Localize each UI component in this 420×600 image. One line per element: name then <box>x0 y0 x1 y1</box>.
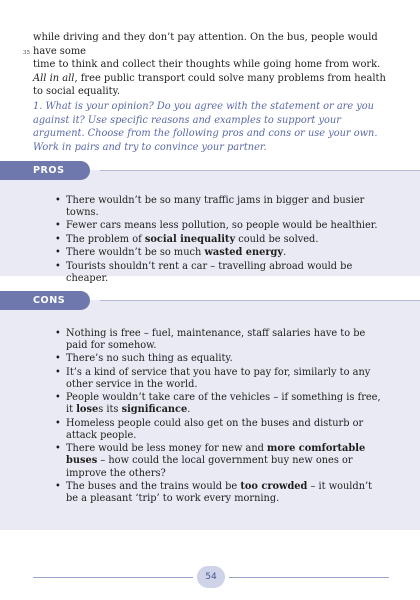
list-item: • The problem of social inequality could be solved. <box>55 234 385 246</box>
intro-paragraph <box>33 31 393 99</box>
footer-line-right <box>229 577 389 578</box>
intro-line-3: , free public transport could solve many problems from health to social equality. <box>33 72 386 98</box>
list-item: • Tourists shouldn’t rent a car – travelling abroad would be cheaper. <box>55 261 385 285</box>
list-item: • The buses and the trains would be too crowded – it wouldn’t be a pleasant ‘trip’ to work every morning. <box>55 481 385 505</box>
pros-heading: PROS <box>0 161 90 180</box>
list-item: • There wouldn’t be so much wasted energy. <box>55 247 385 259</box>
cons-heading: CONS <box>0 291 90 310</box>
cons-list <box>55 328 385 506</box>
task-instructions: 1. What is your opinion? Do you agree with the statement or are you against it? Use specific reasons and examples to support your argument. Choose from the following pros and cons or use your own. Work in pairs and try to convince your partner. <box>33 101 378 153</box>
cons-top-line <box>100 300 420 301</box>
intro-line-1: while driving and they don’t pay attention. On the bus, people would have some <box>33 32 378 57</box>
list-item: • There wouldn’t be so many traffic jams in bigger and busier towns. <box>55 195 385 219</box>
list-item: • There would be less money for new and more comfortable buses – how could the local government buy new ones or improve the others? <box>55 443 385 479</box>
line-number: 35 <box>23 50 30 56</box>
list-item: • It’s a kind of service that you have to pay for, similarly to any other service in the world. <box>55 367 385 391</box>
list-item: • Homeless people could also get on the buses and disturb or attack people. <box>55 418 385 442</box>
pros-list <box>55 195 385 286</box>
list-item: • Nothing is free – fuel, maintenance, staff salaries have to be paid for somehow. <box>55 328 385 352</box>
all-in-all-phrase: All in all <box>33 72 75 84</box>
list-item: • People wouldn’t take care of the vehicles – if something is free, it loses its significance. <box>55 392 385 416</box>
list-item: • Fewer cars means less pollution, so people would be healthier. <box>55 220 385 232</box>
list-item: • There’s no such thing as equality. <box>55 353 385 365</box>
pros-top-line <box>100 170 420 171</box>
page-number: 54 <box>197 566 225 588</box>
intro-line-2: time to think and collect their thoughts while going home from work. <box>33 59 381 71</box>
footer-line-left <box>33 577 193 578</box>
page-footer <box>0 566 420 588</box>
